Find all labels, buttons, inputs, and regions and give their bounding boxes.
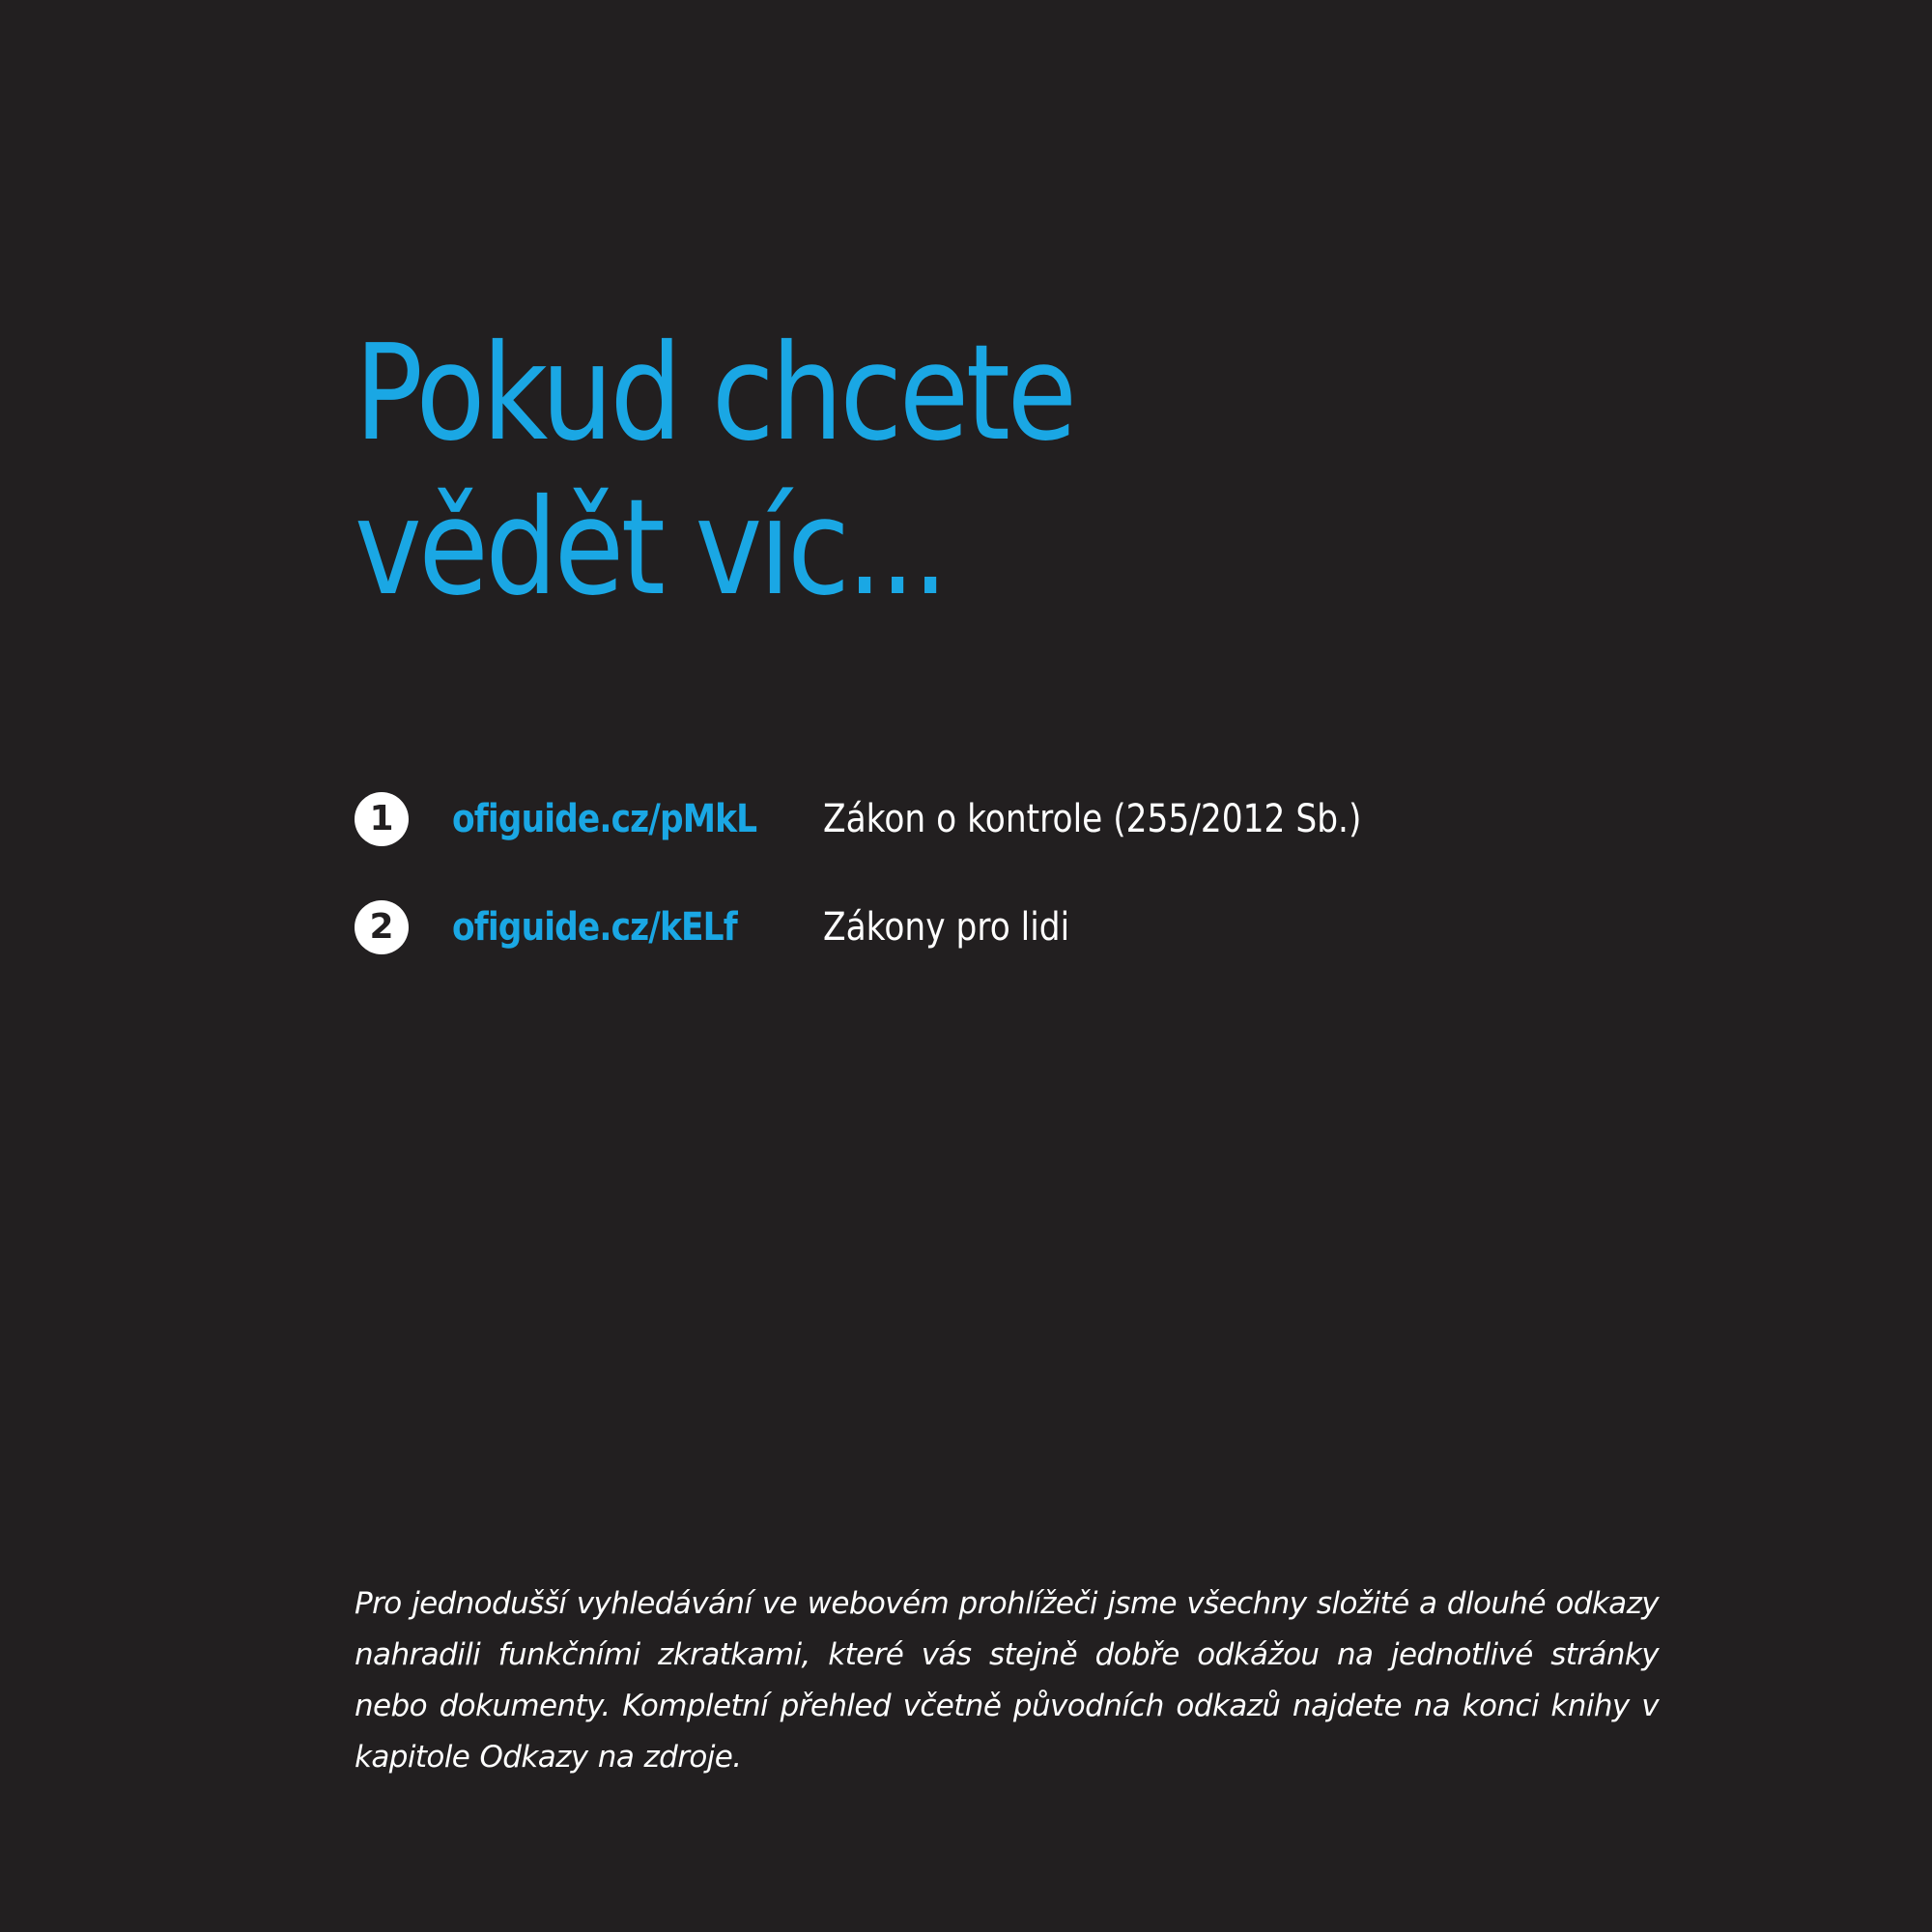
link-description-2: Zákony pro lidi xyxy=(823,905,1070,950)
link-description-1: Zákon o kontrole (255/2012 Sb.) xyxy=(823,797,1362,841)
footnote-paragraph: Pro jednodušší vyhledávání ve webovém prohlížeči jsme všechny složité a dlouhé odkazy nahradili funkčními zkratkami, které vás stejně dobře odkážou na jednotlivé stránky nebo dokumenty. Kompletní přehled včetně původních odkazů najdete na konci knihy v kapitole Odkazy na zdroje. xyxy=(355,1586,1659,1775)
page-title-line-2: vědět víc... xyxy=(355,471,946,625)
link-item-2 xyxy=(355,900,1417,954)
number-badge-2: 2 xyxy=(355,900,409,954)
page-title-line-1: Pokud chcete xyxy=(355,317,1074,470)
link-url-1[interactable]: ofiguide.cz/pMkL xyxy=(452,797,757,841)
link-item-1 xyxy=(355,792,1417,846)
page-title xyxy=(355,317,1074,626)
link-list xyxy=(355,792,1417,1009)
number-badge-1: 1 xyxy=(355,792,409,846)
link-url-2[interactable]: ofiguide.cz/kELf xyxy=(452,905,737,950)
